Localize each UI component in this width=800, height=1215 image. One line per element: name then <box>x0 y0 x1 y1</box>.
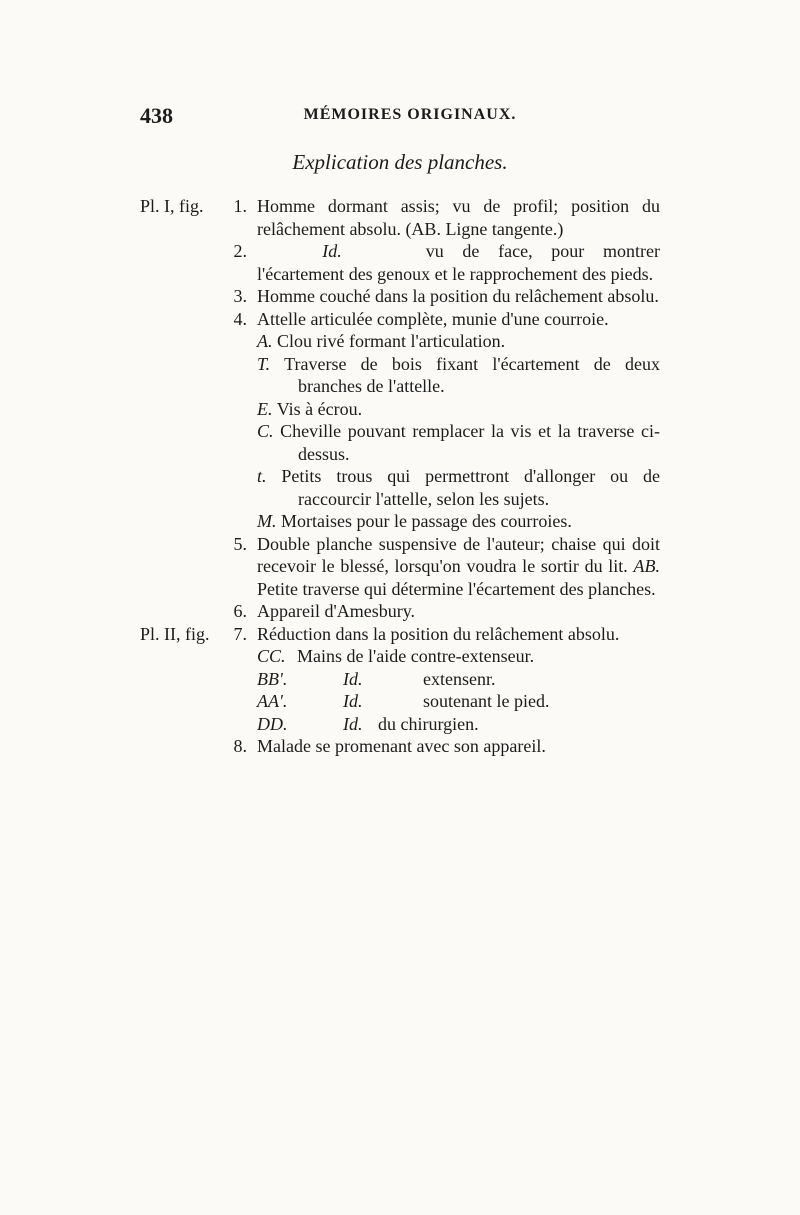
idem-label: Id. <box>343 713 363 734</box>
legend-item-t-small <box>0 465 800 510</box>
figure-number: 5. <box>233 533 247 554</box>
plate-explanations <box>0 195 800 758</box>
legend-key: E. <box>257 398 273 419</box>
legend-item-t <box>0 353 800 398</box>
legend-item-aa <box>0 690 800 713</box>
legend-text: Cheville pouvant remplacer la vis et la traverse ci-dessus. <box>280 421 660 464</box>
figure-number: 2. <box>233 241 247 261</box>
legend-key: t. <box>257 466 267 486</box>
entry-fig-2 <box>0 240 800 285</box>
page-header <box>140 103 680 129</box>
legend-key: M. <box>257 511 277 531</box>
plate-label: Pl. II, fig. <box>140 623 210 644</box>
entry-fig-1 <box>0 195 800 240</box>
legend-item-m <box>0 510 800 533</box>
entry-text: Attelle articulée complète, munie d'une courroie. <box>257 308 609 329</box>
legend-text: Mortaises pour le passage des courroies. <box>281 511 572 531</box>
legend-item-dd <box>0 713 800 736</box>
entry-fig-3 <box>0 285 800 308</box>
plate-label: Pl. I, fig. <box>140 196 204 216</box>
legend-text: Clou rivé formant l'articulation. <box>277 331 506 351</box>
legend-text: Petits trous qui permettront d'allonger ou de raccourcir l'attelle, selon les sujets. <box>281 466 661 509</box>
legend-item-a <box>0 330 800 353</box>
entry-fig-7 <box>0 623 800 646</box>
legend-text: soutenant le pied. <box>423 691 550 711</box>
idem-label: Id. <box>322 241 342 261</box>
entry-text-body: Double planche suspensive de l'auteur; chaise qui doit recevoir le blessé, lorsqu'on voudra le sortir du lit. <box>257 533 660 576</box>
figure-number: 8. <box>233 736 247 756</box>
section-title: Explication des planches. <box>292 150 508 174</box>
figure-number: 4. <box>233 308 247 329</box>
legend-item-bb <box>0 668 800 691</box>
figure-number: 1. <box>233 196 247 216</box>
entry-fig-4 <box>0 308 800 331</box>
entry-fig-5 <box>0 533 800 601</box>
legend-key: A. <box>257 331 273 351</box>
entry-text <box>257 240 660 285</box>
legend-key: C. <box>257 421 274 441</box>
page-number: 438 <box>140 103 173 128</box>
legend-item-e <box>0 398 800 421</box>
idem-label: Id. <box>343 691 363 711</box>
entry-text <box>257 533 660 601</box>
entry-fig-8 <box>0 735 800 758</box>
entry-fig-6 <box>0 600 800 623</box>
legend-key: CC. <box>257 646 286 666</box>
legend-text: Traverse de bois fixant l'écartement de deux branches de l'attelle. <box>284 353 660 396</box>
entry-text: Réduction dans la position du relâchement absolu. <box>257 623 620 644</box>
legend-text: Mains de l'aide contre-extenseur. <box>297 646 535 666</box>
figure-number: 6. <box>233 601 247 621</box>
legend-text: du chirurgien. <box>378 713 479 734</box>
figure-number: 3. <box>233 286 247 306</box>
legend-key: DD. <box>257 713 288 734</box>
entry-text-body: vu de face, pour montrer l'écartement des genoux et le rapprochement des pieds. <box>257 241 660 284</box>
legend-item-c <box>0 420 800 465</box>
legend-key: AB. <box>633 556 661 576</box>
entry-text: Appareil d'Amesbury. <box>257 601 416 621</box>
entry-text: Homme dormant assis; vu de profil; position du relâchement absolu. (AB. Ligne tangente.) <box>257 196 660 239</box>
legend-key: BB'. <box>257 668 288 689</box>
legend-text: extensenr. <box>423 668 496 689</box>
legend-item-cc <box>0 645 800 668</box>
figure-number: 7. <box>233 623 247 644</box>
running-title: MÉMOIRES ORIGINAUX. <box>303 106 517 123</box>
legend-key: AA'. <box>257 691 288 711</box>
entry-text: Malade se promenant avec son appareil. <box>257 736 546 756</box>
legend-text: Petite traverse qui détermine l'écartement des planches. <box>257 578 656 599</box>
legend-text: Vis à écrou. <box>276 398 363 419</box>
idem-label: Id. <box>343 668 363 689</box>
legend-key: T. <box>257 353 271 374</box>
entry-text: Homme couché dans la position du relâchement absolu. <box>257 286 659 306</box>
